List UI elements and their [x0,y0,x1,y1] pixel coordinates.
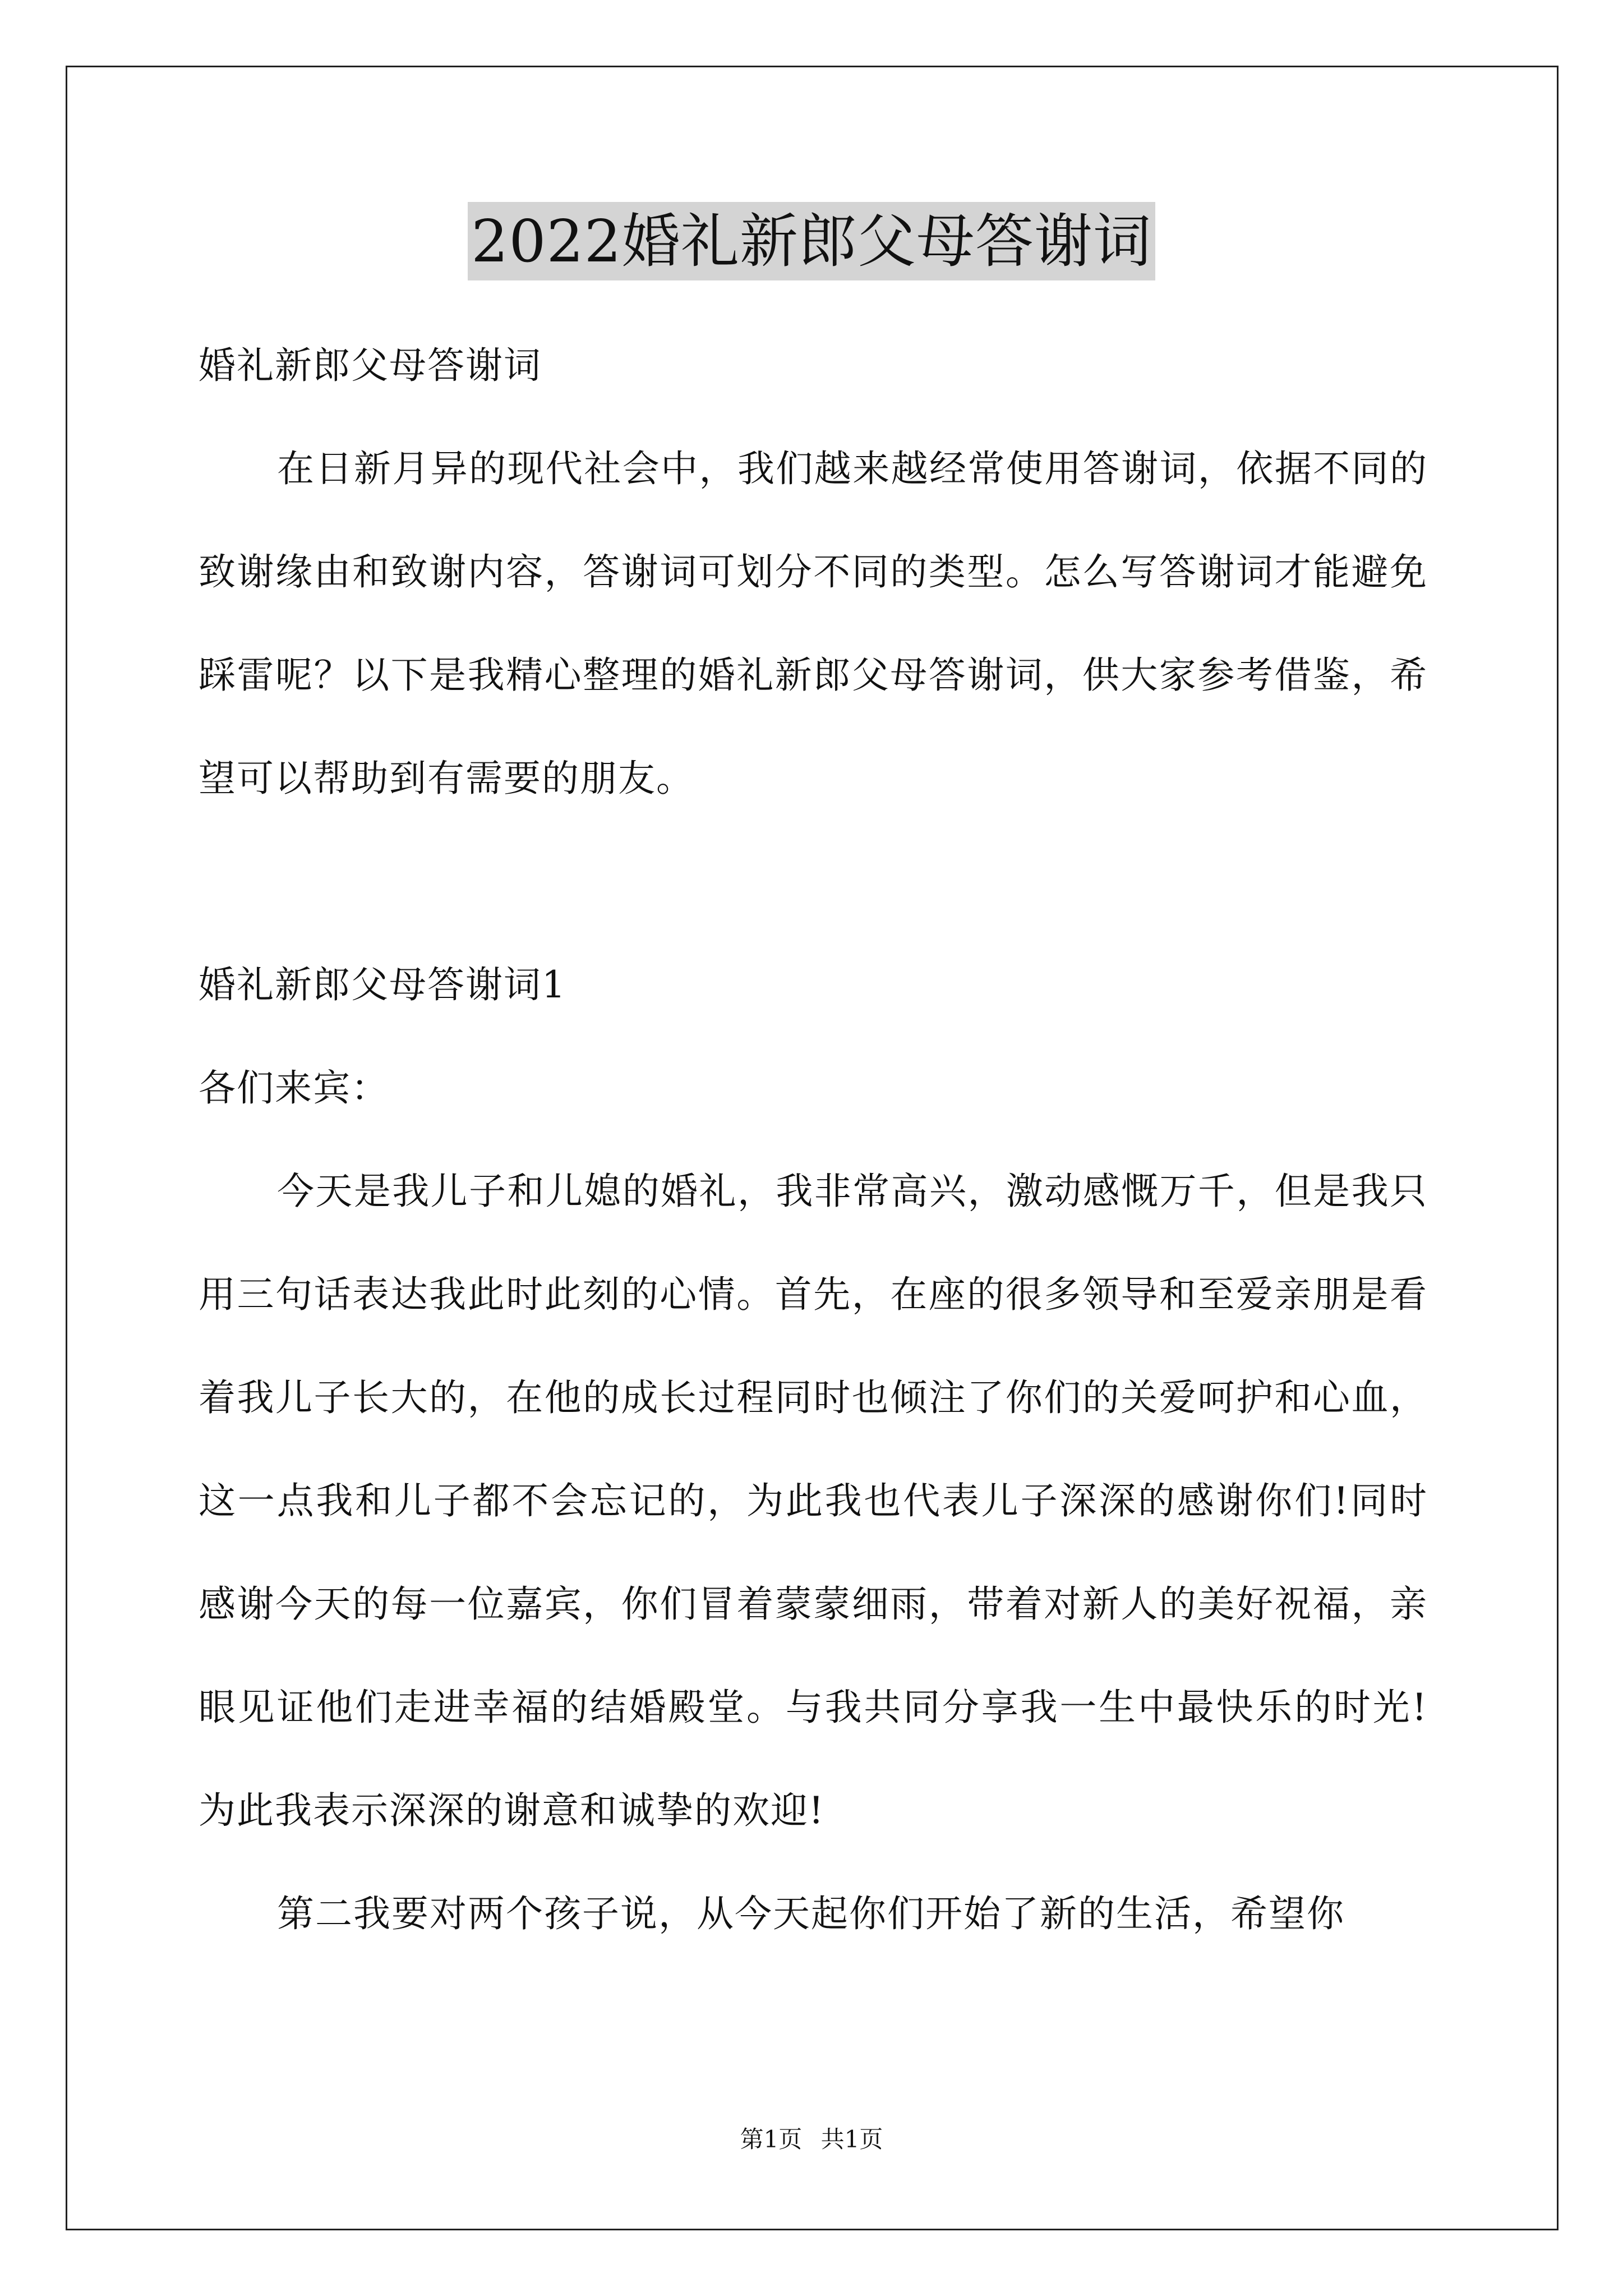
intro-paragraph: 在日新月异的现代社会中，我们越来越经常使用答谢词，依据不同的致谢缘由和致谢内容，答谢词可划分不同的类型。怎么写答谢词才能避免踩雷呢？以下是我精心整理的婚礼新郎父母答谢词，供大家参考借鉴，希望可以帮助到有需要的朋友。 [199,447,1428,800]
page-footer [0,2123,1623,2156]
document-body [199,314,1428,1966]
section-heading: 婚礼新郎父母答谢词1 [199,963,566,1006]
body-paragraph-1: 今天是我儿子和儿媳的婚礼，我非常高兴，激动感慨万千，但是我只用三句话表达我此时此刻的心情。首先，在座的很多领导和至爱亲朋是看着我儿子长大的，在他的成长过程同时也倾注了你们的关爱呵护和心血，这一点我和儿子都不会忘记的，为此我也代表儿子深深的感谢你们!同时感谢今天的每一位嘉宾，你们冒着蒙蒙细雨，带着对新人的美好祝福，亲眼见证他们走进幸福的结婚殿堂。与我共同分享我一生中最快乐的时光!为此我表示深深的谢意和诚挚的欢迎! [199,1170,1428,1832]
page-total: 共1页 [820,2125,883,2153]
section-spacer [199,830,1428,933]
page-number: 第1页 [740,2125,803,2153]
document-title: 2022婚礼新郎父母答谢词 [468,202,1155,280]
salutation: 各们来宾： [199,1066,389,1110]
title-container [0,202,1623,280]
document-subtitle: 婚礼新郎父母答谢词 [199,344,542,387]
body-paragraph-2: 第二我要对两个孩子说，从今天起你们开始了新的生活，希望你 [277,1892,1345,1935]
